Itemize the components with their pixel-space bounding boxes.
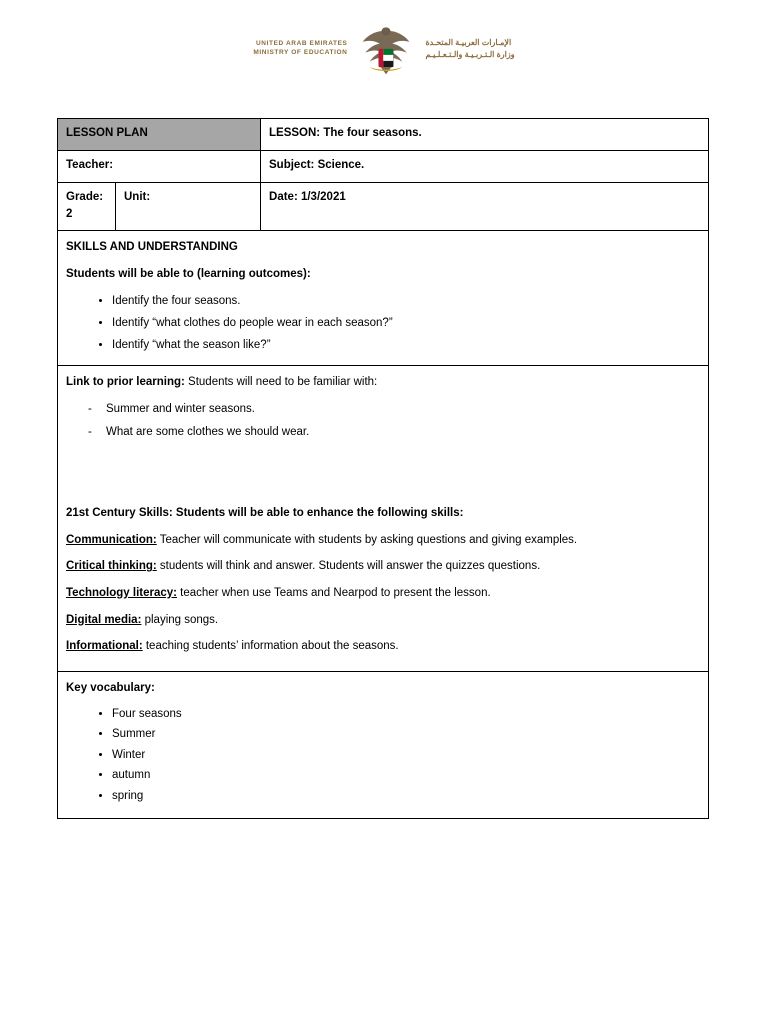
logo-english-line-2: MINISTRY OF EDUCATION — [253, 49, 348, 56]
learning-outcomes-heading: Students will be able to (learning outcomes): — [66, 268, 311, 281]
skill-digital-media — [66, 612, 700, 629]
list-item: • Summer — [112, 727, 700, 743]
cell-skills-understanding — [58, 231, 709, 366]
list-item: • autumn — [112, 768, 700, 784]
logo-arabic-text — [425, 37, 514, 60]
lesson-plan-table — [57, 118, 709, 819]
century-skills-heading: 21st Century Skills: Students will be able to enhance the following skills: — [66, 506, 464, 519]
table-row-prior-learning — [58, 365, 709, 671]
logo-english-text — [253, 40, 347, 58]
cell-key-vocabulary — [58, 671, 709, 818]
skills-heading: SKILLS AND UNDERSTANDING — [66, 241, 238, 254]
skill-critical-thinking — [66, 558, 700, 575]
list-item: • spring — [112, 789, 700, 805]
skill-digital-media-label: Digital media: — [66, 613, 142, 626]
skill-communication-text: Teacher will communicate with students by asking questions and giving examples. — [156, 533, 578, 546]
cell-lesson-title: LESSON: The four seasons. — [261, 119, 709, 151]
logo-english-line-1: UNITED ARAB EMIRATES — [256, 40, 348, 48]
vocabulary-list — [66, 707, 700, 805]
list-item: • Four seasons — [112, 707, 700, 723]
cell-prior-learning — [58, 365, 709, 671]
skill-informational-label: Informational: — [66, 640, 143, 653]
cell-date: Date: 1/3/2021 — [261, 183, 709, 231]
skill-informational — [66, 638, 700, 655]
prior-learning-list — [66, 401, 700, 440]
document-header — [0, 22, 768, 76]
moe-logo — [253, 22, 514, 76]
skill-communication-label: Communication: — [66, 533, 157, 546]
list-item: • Identify the four seasons. — [112, 293, 700, 309]
prior-learning-label: Link to prior learning: — [66, 375, 185, 388]
table-row-vocabulary — [58, 671, 709, 818]
list-item: • Identify “what clothes do people wear in each season?” — [112, 315, 700, 331]
skill-communication — [66, 532, 700, 549]
blank-space — [66, 447, 700, 505]
list-item: • Winter — [112, 748, 700, 764]
prior-learning-rest: Students will need to be familiar with: — [184, 375, 378, 388]
table-row-grade — [58, 183, 709, 231]
skill-critical-thinking-label: Critical thinking: — [66, 560, 157, 573]
prior-learning-heading — [66, 374, 700, 391]
list-item: - What are some clothes we should wear. — [106, 424, 700, 440]
list-item: • Identify “what the season like?” — [112, 337, 700, 353]
learning-outcomes-list — [66, 293, 700, 353]
cell-subject: Subject: Science. — [261, 151, 709, 183]
skill-digital-media-text: playing songs. — [141, 613, 219, 626]
cell-teacher: Teacher: — [58, 151, 261, 183]
skill-critical-thinking-text: students will think and answer. Students will answer the quizzes questions. — [156, 560, 541, 573]
skill-technology-literacy-label: Technology literacy: — [66, 586, 177, 599]
cell-lesson-plan-label: LESSON PLAN — [58, 119, 261, 151]
logo-arabic-line-2: وزارة الـتـربـيـة والـتـعـلـيـم — [425, 50, 515, 59]
vocabulary-heading: Key vocabulary: — [66, 681, 155, 694]
logo-arabic-line-1: الإمـارات العربيـة المتحـدة — [425, 38, 512, 48]
uae-falcon-emblem-icon — [359, 22, 413, 76]
table-row-skills — [58, 231, 709, 366]
skill-technology-literacy-text: teacher when use Teams and Nearpod to present the lesson. — [176, 586, 491, 599]
list-item: - Summer and winter seasons. — [106, 401, 700, 417]
skill-technology-literacy — [66, 585, 700, 602]
cell-unit: Unit: — [116, 183, 261, 231]
cell-grade: Grade: 2 — [58, 183, 116, 231]
table-row-lesson — [58, 119, 709, 151]
skill-informational-text: teaching students’ information about the seasons. — [142, 640, 399, 653]
table-row-teacher — [58, 151, 709, 183]
